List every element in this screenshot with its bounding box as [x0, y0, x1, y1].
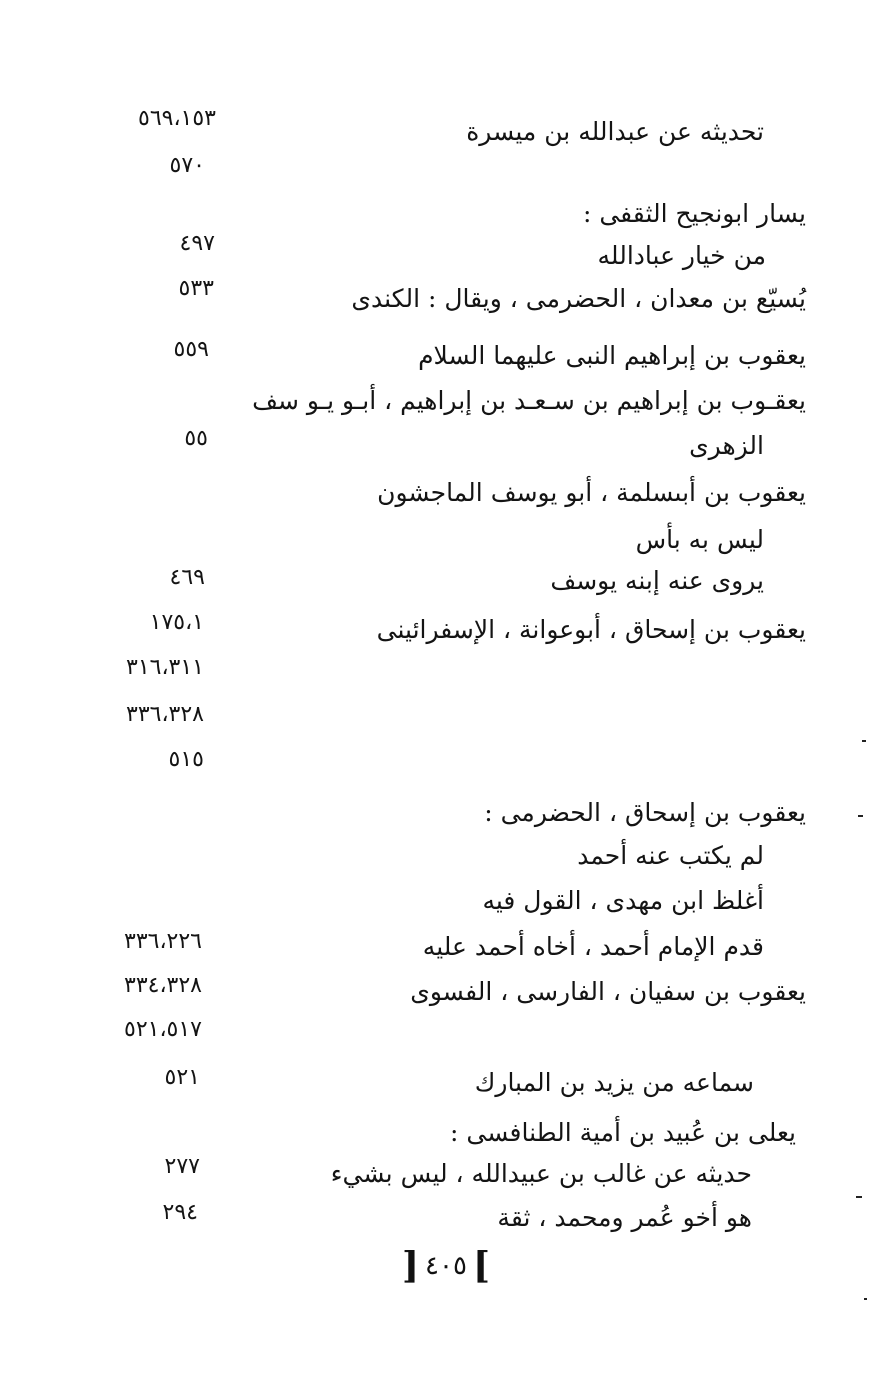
- entry-text: يعقوب بن إبراهيم النبى عليهما السلام: [418, 341, 806, 370]
- entry-ref: ٢٧٧: [164, 1154, 200, 1179]
- entry-text: يسار ابونجيح الثقفى :: [582, 199, 806, 228]
- entry-text: يعقوب بن إسحاق ، الحضرمى :: [484, 798, 806, 827]
- entry-text: يعقوب بن إسحاق ، أبوعوانة ، الإسفرائينى: [376, 615, 806, 644]
- entry-ref: ٣٣٤،٣٢٨: [124, 973, 202, 998]
- entry-text: هو أخو عُمر ومحمد ، ثقة: [497, 1203, 752, 1232]
- entry-ref: ٣٣٦،٢٢٦: [124, 929, 202, 954]
- entry-ref: ٣٣٦،٣٢٨: [126, 702, 204, 727]
- entry-ref: ٥٦٩،١٥٣: [138, 106, 216, 131]
- entry-text: يُسيّع بن معدان ، الحضرمى ، ويقال : الكندى: [351, 284, 806, 313]
- entry-text: من خيار عبادالله: [597, 241, 766, 270]
- scan-speck: [862, 740, 866, 742]
- entry-text: سماعه من يزيد بن المبارك: [474, 1068, 754, 1097]
- entry-ref: ٢٩٤: [162, 1200, 198, 1225]
- entry-text: الزهرى: [689, 431, 764, 460]
- entry-ref: ٥٥: [184, 426, 208, 451]
- entry-text: ليس به بأس: [635, 525, 764, 554]
- entry-ref: ٣١٦،٣١١: [126, 655, 204, 680]
- entry-text: يعقـوب بن إبراهيم بن سـعـد بن إبراهيم ، أبـو يـو سف: [252, 386, 806, 415]
- entry-text: حديثه عن غالب بن عبيدالله ، ليس بشيء: [330, 1159, 752, 1188]
- entry-ref: ٥٢١: [164, 1065, 200, 1090]
- scan-speck: [856, 1196, 862, 1198]
- entry-ref: ٥٥٩: [173, 337, 209, 362]
- entry-text: يروى عنه إبنه يوسف: [550, 566, 764, 595]
- entry-ref: ٤٦٩: [169, 565, 205, 590]
- entry-text: لم يكتب عنه أحمد: [577, 841, 764, 870]
- entry-ref: ٤٩٧: [179, 231, 215, 256]
- footer-close-bracket: [: [472, 1245, 490, 1287]
- entry-ref: ١٧٥،١: [149, 610, 204, 635]
- scan-speck: [864, 1298, 867, 1300]
- entry-text: قدم الإمام أحمد ، أخاه أحمد عليه: [422, 932, 764, 961]
- page-number-footer: [402, 1245, 490, 1286]
- scan-speck: [858, 815, 863, 817]
- entry-ref: ٥٧٠: [169, 153, 205, 178]
- entry-text: يعلى بن عُبيد بن أمية الطنافسى :: [450, 1118, 796, 1147]
- entry-ref: ٥٣٣: [178, 276, 214, 301]
- page-number: ٤٠٥: [425, 1251, 467, 1281]
- entry-ref: ٥٢١،٥١٧: [124, 1017, 202, 1042]
- footer-open-bracket: ]: [402, 1245, 420, 1287]
- entry-text: تحديثه عن عبدالله بن ميسرة: [466, 117, 764, 146]
- entry-text: يعقوب بن سفيان ، الفارسى ، الفسوى: [410, 977, 806, 1006]
- entry-ref: ٥١٥: [168, 747, 204, 772]
- entry-text: يعقوب بن أبىسلمة ، أبو يوسف الماجشون: [377, 478, 806, 507]
- entry-text: أغلظ ابن مهدى ، القول فيه: [482, 886, 764, 915]
